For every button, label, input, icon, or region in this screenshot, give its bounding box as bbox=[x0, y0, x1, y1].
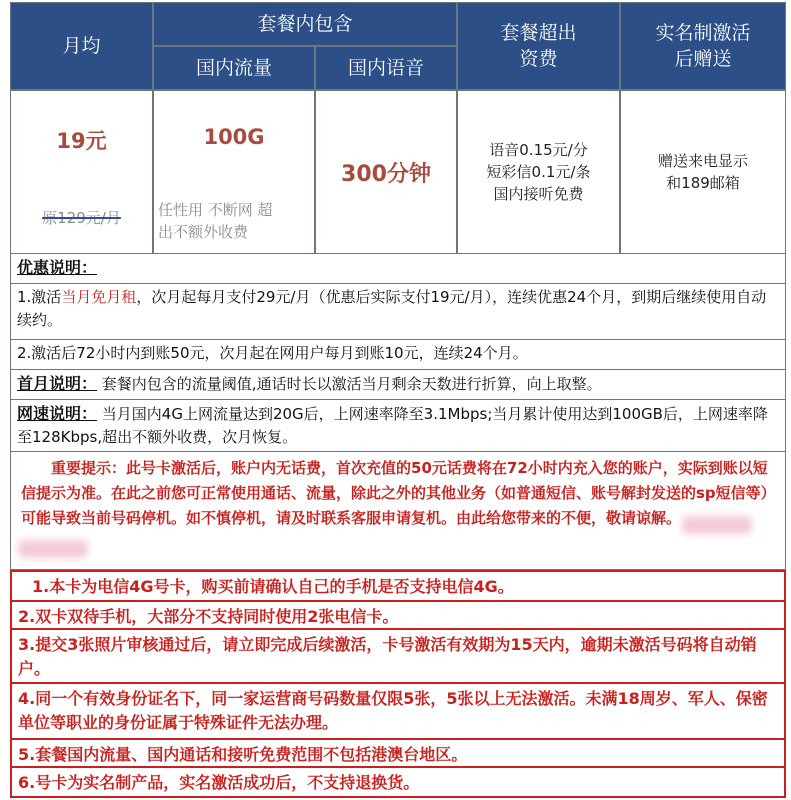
notice-text: 4.同一个有效身份证名下，同一家运营商号码数量仅限5张，5张以上无法激活。未满18周岁、军人、保密单位等职业的身份证属于特殊证件无法办理。 bbox=[18, 689, 768, 732]
notice-text: 6.号卡为实名制产品，实名激活成功后，不支持退换货。 bbox=[18, 773, 420, 792]
offer-item-2 bbox=[10, 340, 786, 370]
notice-text: 3.提交3张照片审核通过后，请立即完成后续激活，卡号激活有效期为15天内，逾期未激活号码将自动销户。 bbox=[18, 635, 757, 678]
header-overage-line2: 资费 bbox=[519, 48, 558, 70]
data-note-line1: 任性用 不断网 超 bbox=[158, 201, 273, 219]
data-note-line2: 出不额外收费 bbox=[158, 223, 249, 241]
overage-line: 语音0.15元/分 bbox=[489, 141, 588, 159]
notice-5 bbox=[10, 738, 786, 768]
notice-text: 5.套餐国内流量、国内通话和接听免费范围不包括港澳台地区。 bbox=[18, 745, 468, 764]
offer-item1-highlight: 当月免月租 bbox=[61, 288, 137, 306]
notice-3 bbox=[10, 628, 786, 684]
offer-title: 优惠说明： bbox=[17, 258, 98, 277]
gift-line: 赠送来电显示 bbox=[657, 152, 748, 170]
cell-price bbox=[10, 90, 153, 254]
header-data bbox=[153, 46, 315, 90]
original-price: 原129元/月 bbox=[42, 209, 121, 227]
notice-4 bbox=[10, 682, 786, 740]
first-month-title: 首月说明： bbox=[17, 374, 98, 393]
first-month-text: 套餐内包含的流量阈值,通话时长以激活当月剩余天数进行折算，向上取整。 bbox=[101, 375, 602, 393]
offer-item1-text: ，次月起每月支付29元/月（优惠后实际支付19元/月），连续优惠24个月，到期后继续使用自动续约。 bbox=[17, 288, 767, 329]
offer-item2-text: 2.激活后72小时内到账50元，次月起在网用户每月到账10元，连续24个月。 bbox=[17, 344, 528, 362]
gift-line: 和189邮箱 bbox=[666, 174, 740, 192]
header-voice bbox=[315, 46, 457, 90]
overage-line: 短彩信0.1元/条 bbox=[486, 163, 591, 181]
offer-title-row bbox=[10, 254, 786, 284]
redacted-mark bbox=[682, 516, 752, 534]
header-voice-label: 国内语音 bbox=[347, 57, 424, 79]
speed-text: 当月国内4G上网流量达到20G后，上网速率降至3.1Mbps;当月累计使用达到100GB后，上网速率降至128Kbps,超出不额外收费，次月恢复。 bbox=[17, 405, 768, 446]
header-gift-line2: 后赠送 bbox=[674, 48, 732, 70]
header-data-label: 国内流量 bbox=[195, 57, 272, 79]
offer-item1-prefix: 1.激活 bbox=[17, 288, 62, 306]
header-monthly-label: 月均 bbox=[62, 35, 101, 57]
cell-voice bbox=[315, 90, 457, 254]
important-notice bbox=[10, 452, 786, 570]
notice-6 bbox=[10, 766, 786, 798]
notice-text: 1.本卡为电信4G号卡，购买前请确认自己的手机是否支持电信4G。 bbox=[32, 577, 514, 596]
notice-1 bbox=[10, 570, 786, 602]
header-overage-line1: 套餐超出 bbox=[500, 22, 577, 44]
notice-2 bbox=[10, 600, 786, 630]
speed-row bbox=[10, 400, 786, 452]
header-monthly bbox=[10, 2, 153, 90]
first-month-row bbox=[10, 370, 786, 400]
header-gift bbox=[620, 2, 786, 90]
monthly-price: 19元 bbox=[56, 129, 107, 153]
speed-title: 网速说明： bbox=[17, 404, 98, 423]
cell-overage bbox=[457, 90, 620, 254]
notice-text: 2.双卡双待手机，大部分不支持同时使用2张电信卡。 bbox=[18, 607, 399, 626]
header-included bbox=[153, 2, 457, 46]
offer-item-1 bbox=[10, 284, 786, 340]
header-gift-line1: 实名制激活 bbox=[655, 22, 751, 44]
data-amount: 100G bbox=[203, 125, 265, 149]
redacted-mark bbox=[18, 540, 88, 558]
voice-amount: 300分钟 bbox=[341, 161, 431, 187]
cell-gift bbox=[620, 90, 786, 254]
header-included-label: 套餐内包含 bbox=[257, 13, 353, 35]
important-text: 重要提示：此号卡激活后，账户内无话费，首次充值的50元话费将在72小时内充入您的账户，实际到账以短信提示为准。在此之前您可正常使用通话、流量，除此之外的其他业务（如普通短信、账号解封发送的sp短信等）可能导致当前号码停机。如不慎停机，请及时联系客服申请复机。由此给您带来的不便，敬请谅解。 bbox=[21, 459, 769, 527]
overage-line: 国内接听免费 bbox=[493, 185, 584, 203]
cell-data bbox=[153, 90, 315, 254]
header-overage bbox=[457, 2, 620, 90]
plan-sheet bbox=[10, 2, 786, 798]
